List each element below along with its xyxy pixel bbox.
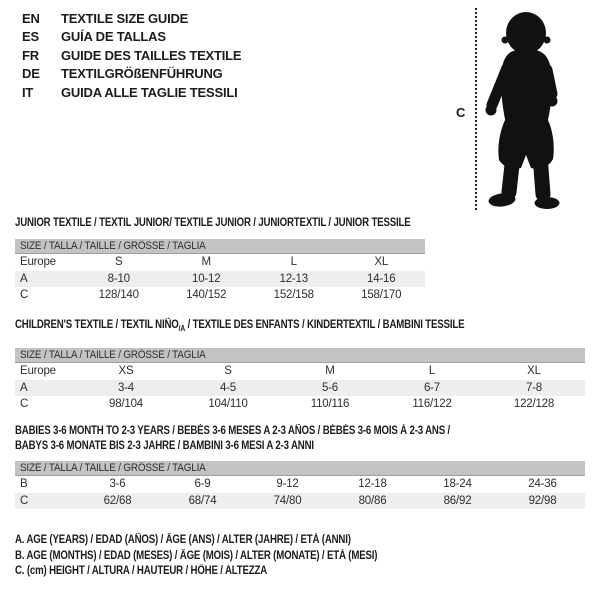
row-label: A	[20, 272, 28, 285]
measurement-legend	[15, 533, 446, 580]
height-dotted-line	[475, 8, 477, 210]
table-cell: 5-6	[321, 381, 339, 394]
title-text: BABYS 3-6 MONATE BIS 2-3 JAHRE / BAMBINI 3-6 MESI A 2-3 ANNI	[15, 440, 314, 452]
language-code: FR	[22, 47, 39, 63]
table-cell: 3-6	[109, 478, 126, 491]
language-row-it	[22, 83, 241, 102]
table-row-months	[15, 476, 585, 493]
table-cell: 6-9	[194, 478, 211, 491]
title-part: CHILDREN'S TEXTILE / TEXTIL NIÑO	[15, 319, 179, 331]
table-cell: S	[115, 256, 123, 269]
title-subscript: /A	[178, 323, 186, 333]
baby-silhouette-icon	[481, 8, 573, 210]
row-label: C	[20, 398, 29, 411]
babies-table-title-line2	[15, 439, 585, 454]
language-title: GUÍA DE TALLAS	[61, 29, 166, 45]
table-row-europe	[15, 363, 585, 380]
table-cell: L	[428, 365, 436, 378]
size-header-text: SIZE / TALLA / TAILLE / GRÖSSE / TAGLIA	[20, 240, 206, 252]
legend-text: B. AGE (MONTHS) / EDAD (MESES) / ÂGE (MOIS) / ALTER (MONATE) / ETÀ (MESI)	[15, 549, 378, 562]
title-part: / TEXTILE DES ENFANTS / KINDERTEXTIL / BAMBINI TESSILE	[185, 319, 465, 331]
table-row-height	[15, 287, 425, 304]
table-row-europe	[15, 254, 425, 271]
language-code: IT	[22, 84, 34, 100]
row-label: A	[20, 381, 28, 394]
legend-line-b	[15, 549, 446, 565]
table-cell: 3-4	[117, 381, 135, 394]
language-title: GUIDE DES TAILLES TEXTILE	[61, 47, 242, 63]
size-header-text: SIZE / TALLA / TAILLE / GRÖSSE / TAGLIA	[20, 349, 206, 361]
table-cell: 74/80	[273, 494, 302, 507]
table-cell: 12-18	[358, 478, 387, 491]
size-header-bar	[15, 348, 585, 363]
table-row-height	[15, 493, 585, 510]
row-label: C	[20, 494, 29, 507]
table-cell: 10-12	[192, 272, 221, 285]
table-cell: 116/122	[412, 398, 452, 411]
row-label: Europe	[20, 256, 56, 269]
size-header-text: SIZE / TALLA / TAILLE / GRÖSSE / TAGLIA	[20, 462, 206, 474]
table-cell: 122/128	[513, 398, 555, 411]
title-text	[15, 318, 464, 333]
table-cell: XL	[374, 256, 389, 269]
legend-line-c	[15, 564, 446, 580]
table-cell: XL	[527, 365, 541, 378]
table-cell: 24-36	[528, 478, 557, 491]
language-row-es	[22, 28, 241, 47]
table-cell: M	[325, 365, 335, 378]
table-row-age	[15, 271, 425, 288]
table-row-height	[15, 396, 585, 413]
table-cell: 128/140	[98, 289, 139, 302]
row-label: Europe	[20, 365, 56, 378]
table-cell: L	[290, 256, 297, 269]
legend-line-a	[15, 533, 446, 549]
table-cell: 140/152	[186, 289, 227, 302]
size-header-bar	[15, 239, 425, 254]
legend-text: C. (cm) HEIGHT / ALTURA / HAUTEUR / HÖHE / ALTEZZA	[15, 565, 268, 577]
table-cell: 158/170	[361, 289, 402, 302]
table-cell: 152/158	[273, 289, 314, 302]
language-row-en	[22, 9, 241, 28]
table-cell: 8-10	[107, 272, 130, 285]
junior-table-title	[15, 216, 425, 231]
junior-textile-table	[15, 216, 425, 304]
table-cell: 7-8	[525, 381, 543, 394]
title-text: BABIES 3-6 MONTH TO 2-3 YEARS / BEBÉS 3-6 MESES A 2-3 AÑOS / BÉBÉS 3-6 MOIS À 2-3 ANS /	[15, 425, 451, 437]
language-list	[22, 9, 241, 102]
row-label: B	[20, 478, 28, 491]
table-cell: 18-24	[443, 478, 472, 491]
table-cell: M	[201, 256, 211, 269]
table-cell: S	[224, 365, 232, 378]
language-row-fr	[22, 46, 241, 65]
language-code: ES	[22, 29, 39, 45]
table-row-age	[15, 380, 585, 397]
table-cell: 9-12	[276, 478, 299, 491]
table-cell: XS	[118, 365, 134, 378]
babies-table-title-line1	[15, 424, 585, 439]
height-marker-label: C	[456, 105, 466, 120]
table-cell: 14-16	[367, 272, 396, 285]
table-cell: 12-13	[279, 272, 308, 285]
table-cell: 80/86	[358, 494, 387, 507]
children-table-title	[15, 318, 585, 333]
language-code: DE	[22, 66, 40, 82]
table-cell: 92/98	[528, 494, 557, 507]
row-label: C	[20, 289, 29, 302]
size-header-bar	[15, 461, 585, 476]
table-cell: 110/116	[310, 398, 350, 411]
table-cell: 68/74	[188, 494, 217, 507]
table-cell: 62/68	[103, 494, 132, 507]
table-cell: 104/110	[208, 398, 248, 411]
language-title: TEXTILE SIZE GUIDE	[61, 10, 189, 26]
table-cell: 86/92	[443, 494, 472, 507]
language-title: TEXTILGRÖßENFÜHRUNG	[61, 66, 223, 82]
table-cell: 4-5	[219, 381, 237, 394]
language-title: GUIDA ALLE TAGLIE TESSILI	[61, 84, 238, 100]
table-cell: 6-7	[423, 381, 441, 394]
table-cell: 98/104	[109, 398, 143, 411]
legend-text: A. AGE (YEARS) / EDAD (AÑOS) / ÂGE (ANS) / ALTER (JAHRE) / ETÀ (ANNI)	[15, 534, 351, 546]
title-text: JUNIOR TEXTILE / TEXTIL JUNIOR/ TEXTILE JUNIOR / JUNIORTEXTIL / JUNIOR TESSILE	[15, 217, 411, 229]
children-textile-table	[15, 318, 585, 413]
language-code: EN	[22, 10, 40, 26]
language-row-de	[22, 65, 241, 84]
babies-textile-table	[15, 424, 585, 509]
